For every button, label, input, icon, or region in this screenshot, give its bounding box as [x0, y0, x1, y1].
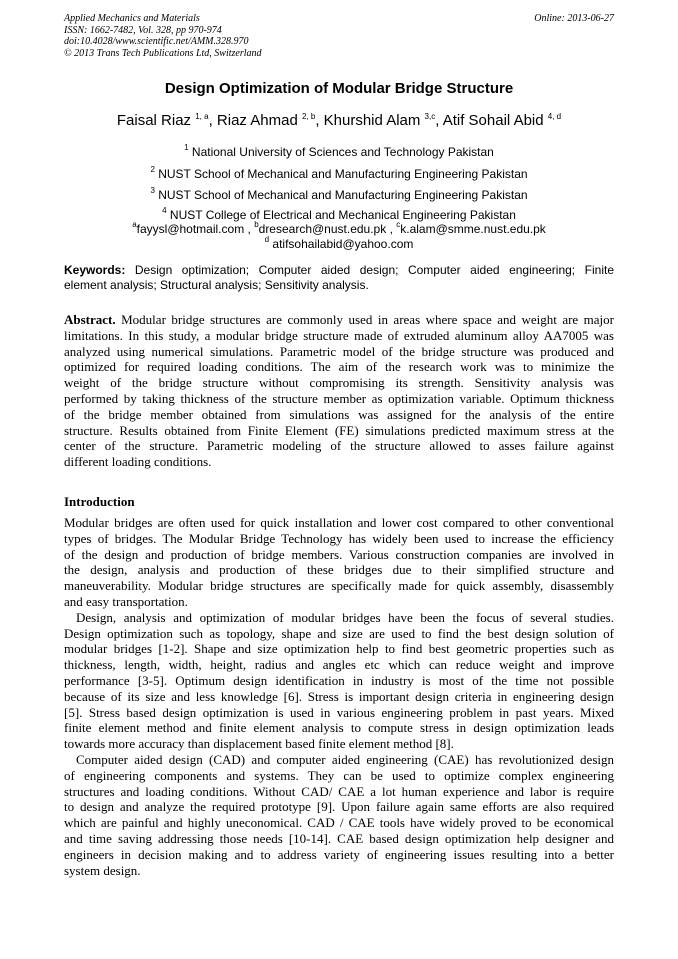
abstract-line [64, 359, 614, 375]
abstract [64, 312, 614, 470]
affiliation [0, 145, 678, 159]
paragraph-line: Design, analysis and optimization of modular bridges have been the focus of several studies. [76, 609, 614, 625]
email-link[interactable]: fayysl@hotmail.com , [136, 222, 255, 236]
aff-text: NUST School of Mechanical and Manufacturing Engineering Pakistan [154, 188, 528, 202]
online-date: Online: 2013-06-27 [534, 13, 614, 24]
aff-sup: 3 [150, 186, 155, 195]
abstract-line [64, 407, 614, 423]
copyright: © 2013 Trans Tech Publications Ltd, Switzerland [64, 47, 262, 59]
abstract-line [64, 391, 614, 407]
paragraph-line: structures and loading conditions. Without CAD/ CAE a lot human experience and labor is require [64, 783, 614, 799]
email-sup: a [132, 220, 137, 229]
paragraph-line: Design optimization such as topology, shape and size are used to find the best design solution of [64, 625, 614, 641]
aff-sup: 2 [150, 165, 155, 174]
paragraph-line: to design and analyze the required prototype [9]. Upon failure again same efforts are also required [64, 799, 614, 815]
paragraph-line: finite element method and finite element analysis to compute stress in design optimization leads [64, 720, 614, 736]
author-sup: 2, b [301, 112, 316, 121]
paragraph-line: system design. [64, 862, 141, 878]
abstract-line [64, 438, 614, 454]
journal-name: Applied Mechanics and Materials [64, 13, 200, 24]
paragraph-line: engineers in decision making and to address variety of engineering issues resulting into a better [64, 846, 614, 862]
paragraph-line: of the design and production of bridge members. Various construction companies are involved in [64, 546, 614, 562]
paragraph-line: types of bridges. The Modular Bridge Technology has widely been used to increase the efficiency [64, 530, 614, 546]
abstract-text: different loading conditions. [64, 454, 212, 470]
aff-sup: 4 [162, 206, 167, 215]
affiliation [0, 188, 678, 202]
abstract-text: structure. Results obtained from Finite Element (FE) simulations predicted maximum stress at the [64, 422, 614, 438]
paragraph-line: the design, analysis and production of these bridges due to their simplified structure and [64, 562, 614, 578]
email-link[interactable]: atifsohailabid@yahoo.com [269, 237, 414, 251]
doi: doi:10.4028/www.scientific.net/AMM.328.970 [64, 36, 249, 48]
paragraph-line: maneuverability. Modular bridge structures are specifically made for quick assembly, disassembly [64, 578, 614, 594]
paper-title: Design Optimization of Modular Bridge Structure [164, 80, 514, 97]
issn: ISSN: 1662-7482, Vol. 328, pp 970-974 [64, 24, 222, 36]
email-sup: c [396, 220, 401, 229]
aff-text: NUST School of Mechanical and Manufacturing Engineering Pakistan [154, 167, 528, 181]
paragraph-line: Computer aided design (CAD) and computer aided engineering (CAE) has revolutionized design [76, 751, 614, 767]
author-name: , Atif Sohail Abid [435, 112, 548, 129]
author-sup: 3,c [424, 112, 436, 121]
author-name: , Riaz Ahmad [208, 112, 302, 129]
abstract-text: optimized for required loading conditions. The aim of the research work was to minimize the [64, 359, 614, 375]
paragraph-line: of engineering components and systems. They can be used to optimize complex engineering [64, 767, 614, 783]
abstract-label: Abstract. [64, 312, 116, 327]
paragraph-line: [5]. Stress based design optimization is used in various engineering problem in past years. Mixed [64, 704, 614, 720]
paragraph-line: and time saving addressing those needs [10-14]. CAE based design optimization help designer and [64, 830, 614, 846]
paragraph-line: towards more accuracy than displacement based finite element method [8]. [64, 736, 454, 752]
paragraph-line: which are painful and highly uneconomical. CAD / CAE tools have widely proved to be economical [64, 815, 614, 831]
email-link[interactable]: dresearch@nust.edu.pk , [258, 222, 397, 236]
email-link[interactable]: k.alam@smme.nust.edu.pk [400, 222, 546, 236]
aff-text: National University of Sciences and Technology Pakistan [188, 145, 494, 159]
paragraph-line: thickness, length, width, height, radius and angles etc which can reduce weight and improve [64, 657, 614, 673]
abstract-text: analyzed using numerical simulations. Parametric model of the bridge structure was produced and [64, 343, 614, 359]
email-sup: d [264, 235, 270, 244]
paragraph-line: because of its size and less knowledge [6]. Stress is important design criteria in engineering design [64, 688, 614, 704]
paragraph-line: modular bridges [1-2]. Shape and size optimization help to find best geometric properties such as [64, 641, 614, 657]
affiliation [0, 208, 678, 222]
email-list [0, 222, 678, 236]
aff-sup: 1 [184, 143, 189, 152]
email-list [0, 237, 678, 251]
email-sup: b [254, 220, 259, 229]
keywords [64, 263, 614, 293]
affiliation [0, 167, 678, 181]
abstract-text: limitations. In this study, a modular bridge structure made of extruded aluminum alloy AA7005 was [64, 327, 614, 343]
author-name: Faisal Riaz [116, 112, 196, 129]
abstract-text: center of the structure. Parametric modeling of the structure allowed to asses failure against [64, 438, 614, 454]
abstract-line [64, 454, 614, 470]
author-list [0, 112, 678, 129]
keywords-text: element analysis; Structural analysis; Sensitivity analysis. [64, 278, 369, 292]
abstract-line [64, 375, 614, 391]
abstract-text: weight of the bridge structure without compromising its strength. Sensitivity analysis was [64, 375, 614, 391]
abstract-line [64, 344, 614, 360]
aff-text: NUST College of Electrical and Mechanical Engineering Pakistan [166, 208, 516, 222]
journal-info [64, 13, 262, 59]
abstract-text: performed by taking thickness of the structure member as optimization variable. Optimum thickness [64, 390, 614, 406]
paragraph-line: and easy transportation. [64, 593, 188, 609]
paragraph-line: Modular bridges are often used for quick installation and lower cost compared to other conventional [64, 515, 614, 530]
abstract-text: Modular bridge structures are commonly used in areas where space and weight are major [115, 312, 614, 327]
author-name: , Khurshid Alam [315, 112, 425, 129]
abstract-text: of the bridge member obtained from simulations was assigned for the analysis of the entire [64, 406, 614, 422]
abstract-line [64, 312, 614, 328]
abstract-line [64, 423, 614, 439]
keywords-text: Design optimization; Computer aided design; Computer aided engineering; Finite [125, 263, 614, 277]
author-sup: 4, d [547, 112, 562, 121]
paragraph-line: performance [3-5]. Optimum design identification in industry is most of the time not possible [64, 672, 614, 688]
author-sup: 1, a [195, 112, 209, 121]
abstract-line [64, 328, 614, 344]
keywords-label: Keywords: [64, 263, 126, 277]
section-heading-introduction: Introduction [64, 494, 135, 509]
introduction-body [64, 515, 614, 878]
